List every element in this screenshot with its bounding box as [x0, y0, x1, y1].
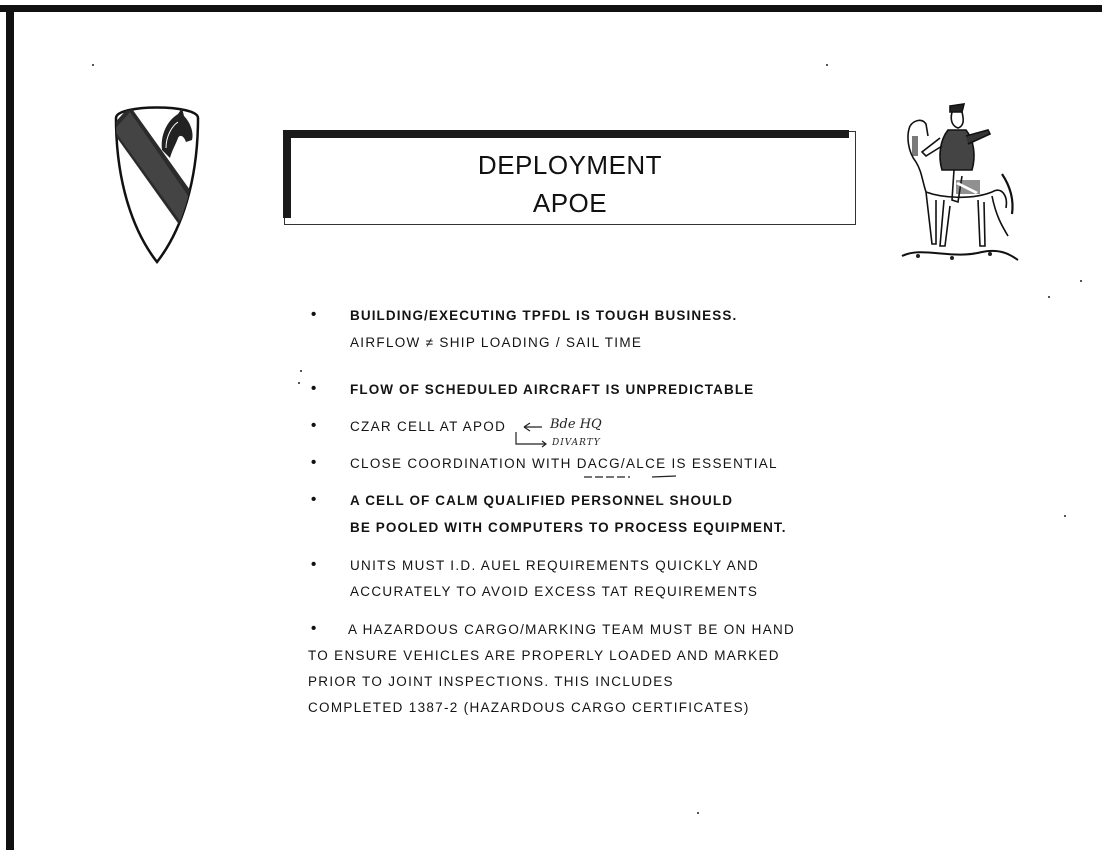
scan-speck	[298, 382, 300, 384]
bullet-line: ACCURATELY TO AVOID EXCESS TAT REQUIREMENTS	[350, 584, 759, 599]
bullet-line: CZAR CELL AT APOD	[350, 419, 507, 434]
scan-speck	[1048, 296, 1050, 298]
scan-speck	[697, 812, 699, 814]
scan-speck	[92, 64, 94, 66]
bullet-dot: •	[311, 491, 317, 508]
bullet-dot: •	[311, 454, 317, 471]
bullet-line: AIRFLOW ≠ SHIP LOADING / SAIL TIME	[350, 335, 643, 350]
bullet-line: COMPLETED 1387-2 (HAZARDOUS CARGO CERTIFICATES)	[308, 700, 750, 715]
bullet-dot: •	[311, 556, 317, 573]
bullet-line: PRIOR TO JOINT INSPECTIONS. THIS INCLUDES	[308, 674, 674, 689]
bullet-dot: •	[311, 306, 317, 323]
bullet-line: CLOSE COORDINATION WITH DACG/ALCE IS ESSENTIAL	[350, 456, 778, 471]
bullet-line: TO ENSURE VEHICLES ARE PROPERLY LOADED AND MARKED	[308, 648, 780, 663]
scan-speck	[1064, 515, 1066, 517]
handwritten-underline	[582, 473, 692, 481]
bullet-line: A CELL OF CALM QUALIFIED PERSONNEL SHOULD	[350, 493, 734, 508]
handwritten-note: Bde HQ	[550, 417, 602, 432]
bullet-line: BUILDING/EXECUTING TPFDL IS TOUGH BUSINESS.	[350, 308, 738, 323]
scan-speck	[826, 64, 828, 66]
bullet-dot: •	[311, 380, 317, 397]
handwritten-note: DIVARTY	[552, 438, 601, 448]
bullet-dot: •	[311, 417, 317, 434]
bullet-dot: •	[311, 620, 317, 637]
scan-speck	[300, 370, 302, 372]
scan-speck	[1080, 280, 1082, 282]
slide-subtitle: APOE	[532, 188, 608, 218]
bullet-line: UNITS MUST I.D. AUEL REQUIREMENTS QUICKLY AND	[350, 558, 760, 573]
bullet-line: FLOW OF SCHEDULED AIRCRAFT IS UNPREDICTABLE	[350, 382, 755, 397]
bullet-line: A HAZARDOUS CARGO/MARKING TEAM MUST BE ON HAND	[348, 622, 796, 637]
slide-title: DEPLOYMENT	[477, 150, 663, 180]
bullet-line: BE POOLED WITH COMPUTERS TO PROCESS EQUIPMENT.	[350, 520, 787, 535]
